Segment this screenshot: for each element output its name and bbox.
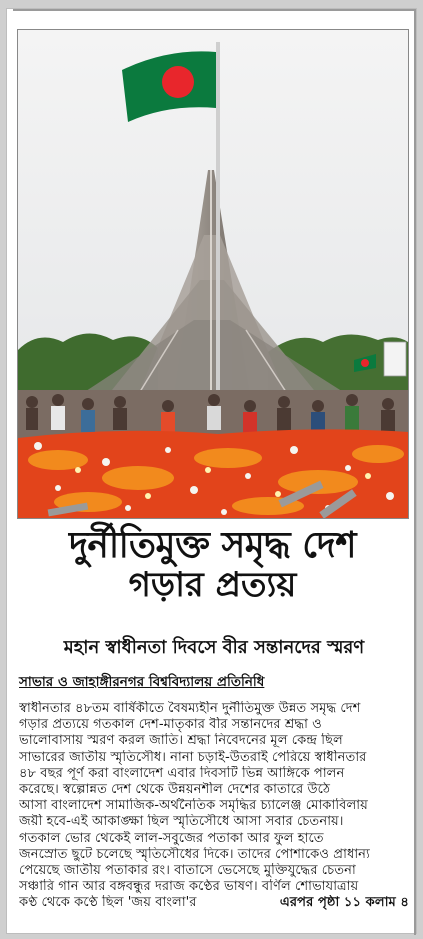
body-line: গতকাল ভোর থেকেই লাল-সবুজের পতাকা আর ফুল হাতে — [19, 830, 324, 846]
top-rule — [13, 9, 416, 11]
body-last-row — [19, 895, 409, 911]
subheadline: মহান স্বাধীনতা দিবসে বীর সন্তানদের স্মরণ — [63, 637, 365, 658]
body-line: আসা বাংলাদেশ সামাজিক-অর্থনৈতিক সমৃদ্ধির চ্যালেঞ্জ মোকাবিলায় — [19, 798, 368, 814]
body-line: জনস্রোত ছুটে চলেছে স্মৃতিসৌধের দিকে। তাদের পোশাকেও প্রাধান্য — [19, 846, 370, 862]
body-line: ভালোবাসায় স্মরণ করল জাতি। শ্রদ্ধা নিবেদনের মূল কেন্দ্র ছিল — [19, 733, 343, 749]
body-line: গড়ার প্রত্যয়ে গতকাল দেশ-মাতৃকার বীর সন্তানদের শ্রদ্ধা ও — [19, 717, 322, 733]
body-line: জয়ী হবে-এই আকাঙ্ক্ষা ছিল স্মৃতিসৌধে আসা সবার চেতনায়। — [19, 814, 344, 830]
newspaper-page — [6, 8, 417, 934]
body-line: সঞ্চারি গান আর বঙ্গবন্ধুর দরাজ কণ্ঠের ভাষণ। বর্ণিল শোভাযাত্রায় — [19, 879, 359, 895]
body-line: পেয়েছে জাতীয় পতাকার রং। বাতাসে ভেসেছে মুক্তিযুদ্ধের চেতনা — [19, 863, 356, 879]
memorial-photo — [17, 29, 409, 519]
byline: সাভার ও জাহাঙ্গীরনগর বিশ্ববিদ্যালয় প্রতিনিধি — [19, 674, 265, 690]
body-line: সাভারের জাতীয় স্মৃতিসৌধ। নানা চড়াই-উতরাই পেরিয়ে স্বাধীনতার — [19, 749, 367, 765]
body-line: করেছে। স্বল্পোন্নত দেশ থেকে উন্নয়নশীল দেশের কাতারে উঠে — [19, 782, 331, 798]
body-line: ৪৮ বছর পূর্ণ করা বাংলাদেশ এবার দিবসটি ভিন্ন আঙ্গিকে পালন — [19, 765, 345, 781]
article-body — [19, 701, 409, 912]
right-rule — [414, 9, 416, 935]
body-line: স্বাধীনতার ৪৮তম বার্ষিকীতে বৈষম্যহীন দুর্নীতিমুক্ত উন্নত সমৃদ্ধ দেশ — [19, 701, 361, 716]
continuation-jump[interactable]: এরপর পৃষ্ঠা ১১ কলাম ৪ — [279, 895, 409, 911]
headline-line-1: দুর্নীতিমুক্ত সমৃদ্ধ দেশ — [68, 524, 357, 566]
headline-line-2: গড়ার প্রত্যয় — [128, 565, 297, 605]
body-last-line: কণ্ঠ থেকে কণ্ঠে ছিল 'জয় বাংলা'র — [19, 895, 197, 911]
